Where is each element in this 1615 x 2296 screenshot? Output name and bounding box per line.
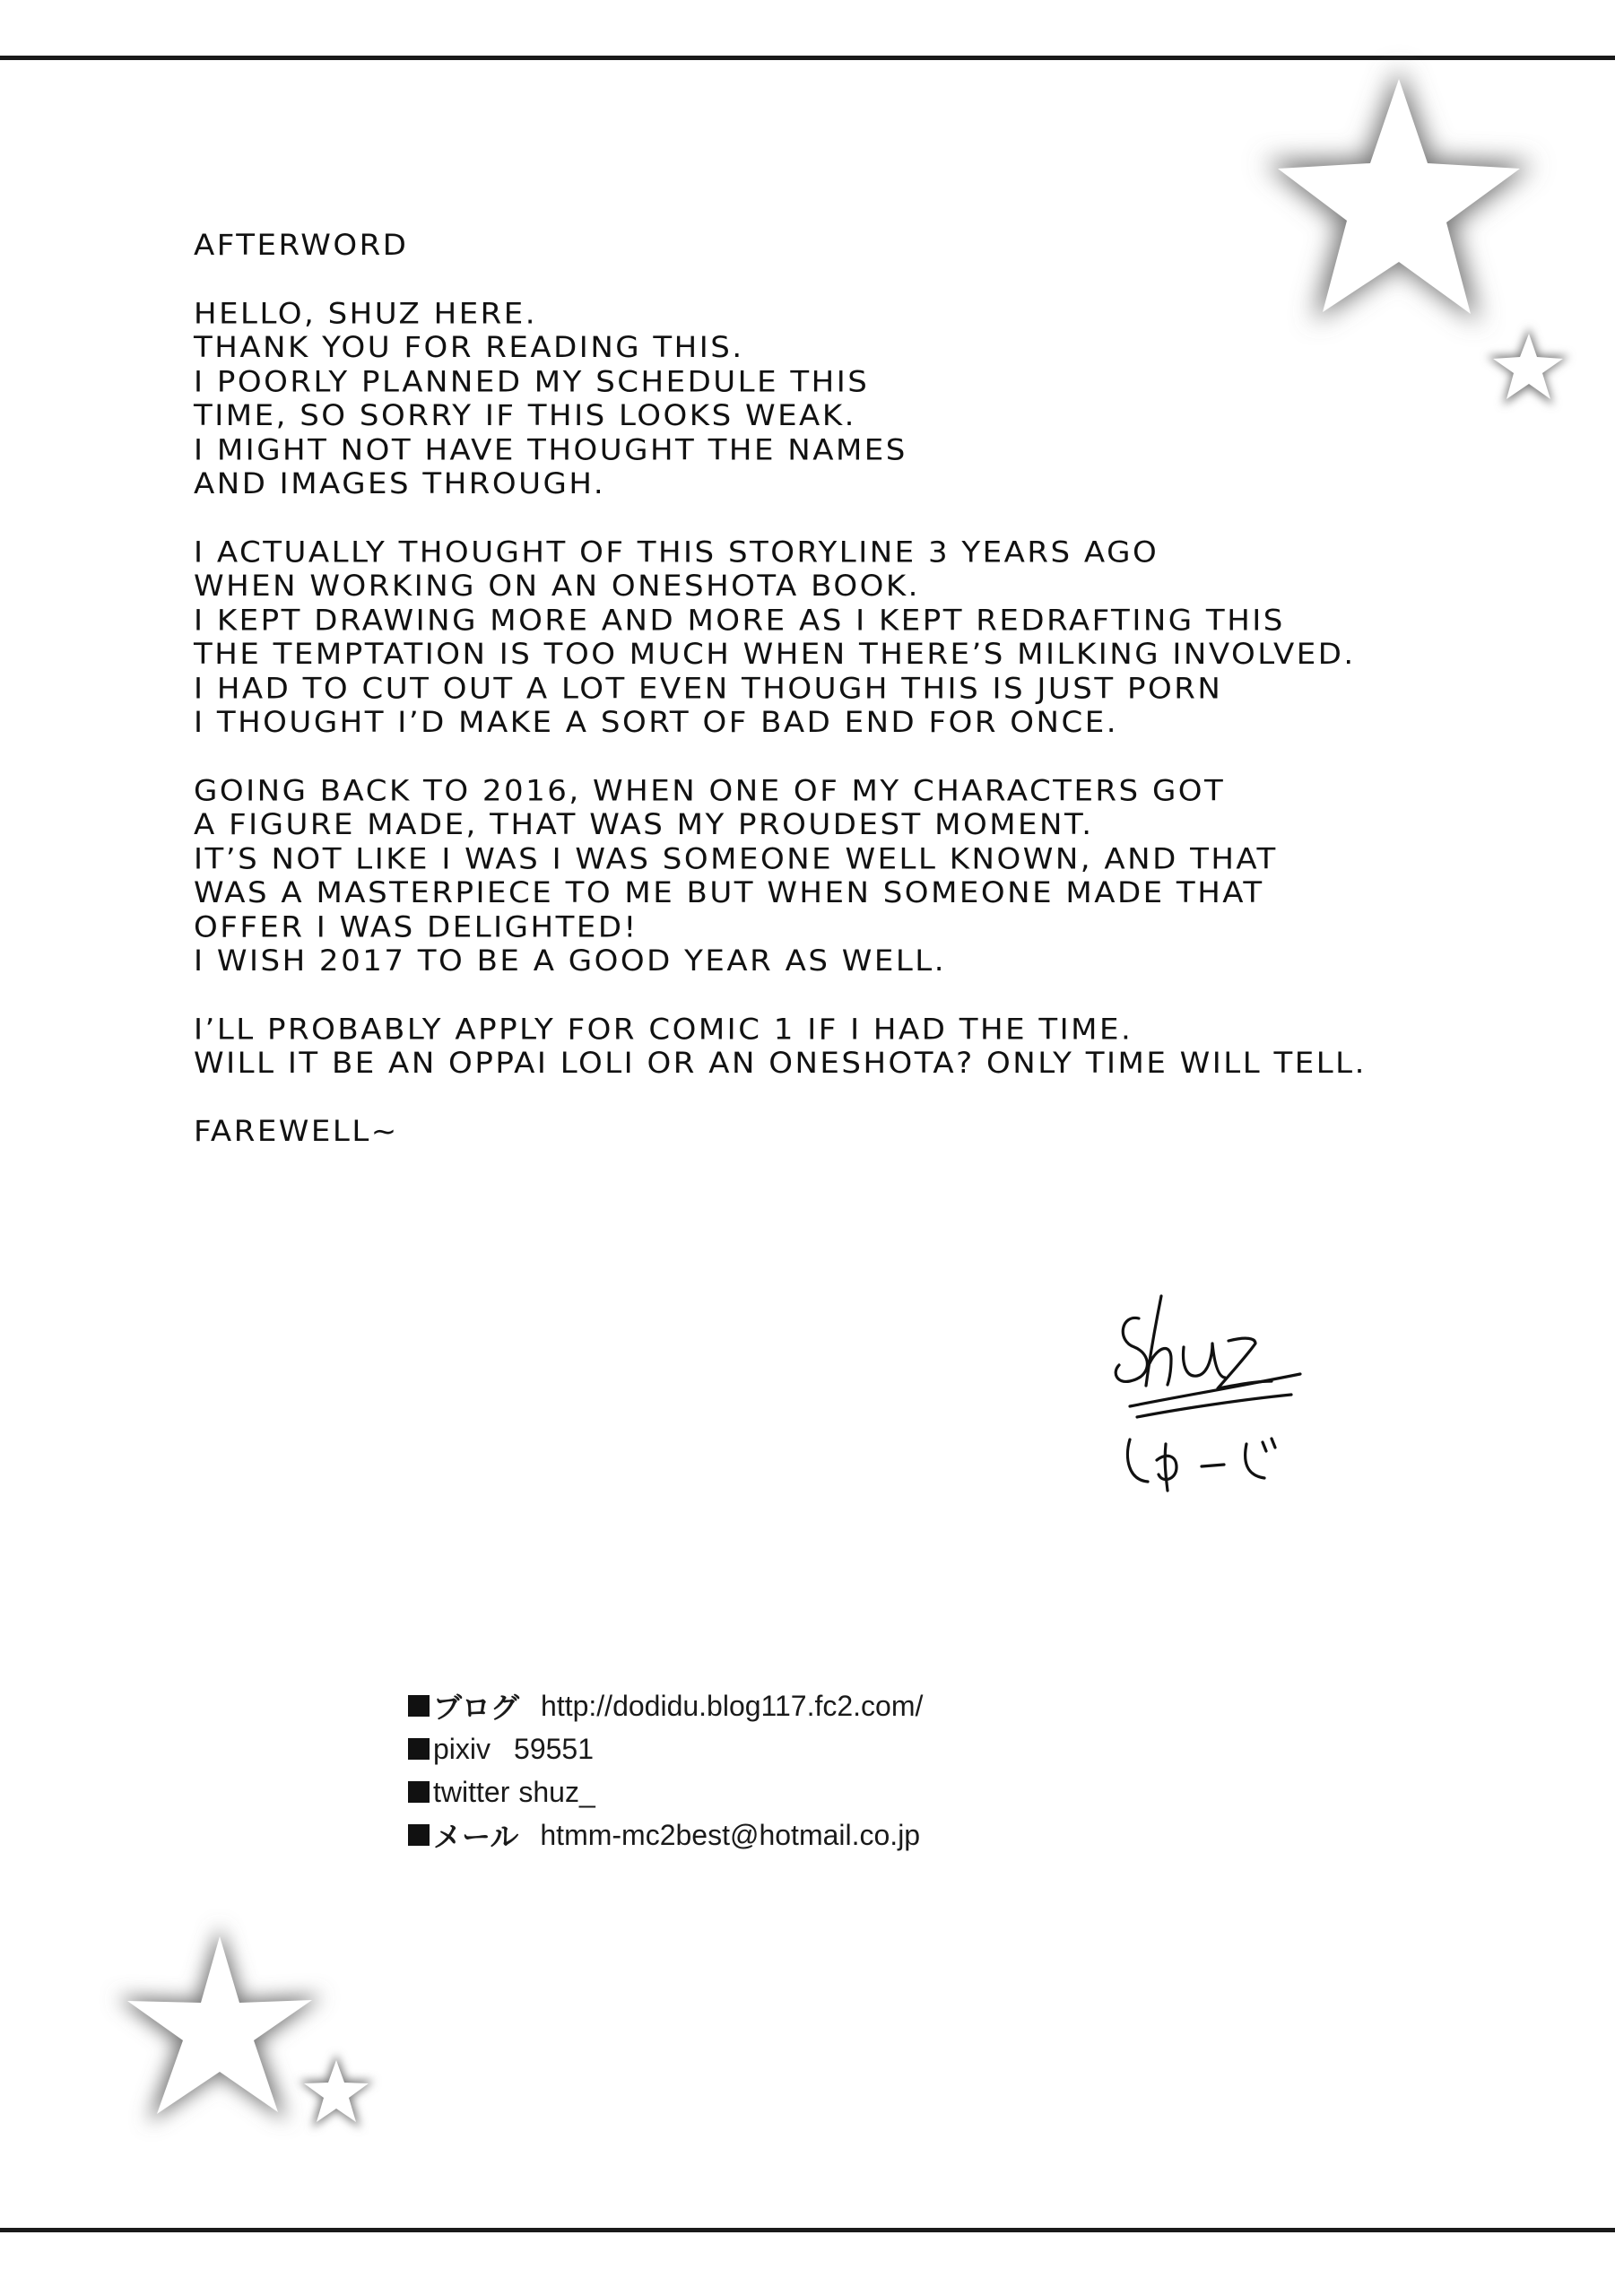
twitter-handle: shuz_: [518, 1775, 595, 1808]
contact-info: [408, 1684, 1215, 1857]
text-line: A FIGURE MADE, THAT WAS MY PROUDEST MOMENT.: [194, 807, 1094, 842]
text-line: AND IMAGES THROUGH.: [194, 467, 606, 501]
afterword-paragraph-3: [194, 774, 1485, 978]
text-line: THE TEMPTATION IS TOO MUCH WHEN THERE’S MILKING INVOLVED.: [194, 637, 1356, 672]
text-line: HELLO, SHUZ HERE.: [194, 296, 538, 331]
square-bullet-icon: [408, 1738, 430, 1760]
text-line: GOING BACK TO 2016, WHEN ONE OF MY CHARACTERS GOT: [194, 773, 1226, 808]
afterword-closing: FAREWELL~: [194, 1114, 399, 1149]
mail-address: htmm-mc2best@hotmail.co.jp: [540, 1818, 921, 1851]
text-line: WAS A MASTERPIECE TO ME BUT WHEN SOMEONE MADE THAT: [194, 875, 1264, 910]
contact-pixiv: [408, 1727, 1215, 1770]
text-line: I MIGHT NOT HAVE THOUGHT THE NAMES: [194, 432, 907, 467]
contact-twitter: [408, 1770, 1215, 1813]
text-line: I ACTUALLY THOUGHT OF THIS STORYLINE 3 YEARS AGO: [194, 535, 1159, 570]
text-line: I KEPT DRAWING MORE AND MORE AS I KEPT REDRAFTING THIS: [194, 603, 1285, 638]
blog-url: http://dodidu.blog117.fc2.com/: [541, 1689, 924, 1722]
text-line: I’LL PROBABLY APPLY FOR COMIC 1 IF I HAD THE TIME.: [194, 1012, 1133, 1047]
text-line: WILL IT BE AN OPPAI LOLI OR AN ONESHOTA? ONLY TIME WILL TELL.: [194, 1046, 1367, 1081]
afterword-paragraph-2: [194, 535, 1485, 740]
text-line: IT’S NOT LIKE I WAS I WAS SOMEONE WELL KNOWN, AND THAT: [194, 841, 1278, 876]
contact-mail: [408, 1813, 1215, 1857]
blog-label: ブログ: [433, 1691, 520, 1725]
star-icon: [291, 2049, 381, 2135]
afterword-paragraph-4: [194, 1013, 1485, 1081]
text-line: I HAD TO CUT OUT A LOT EVEN THOUGH THIS IS JUST PORN: [194, 671, 1223, 706]
text-line: TIME, SO SORRY IF THIS LOOKS WEAK.: [194, 398, 856, 433]
square-bullet-icon: [408, 1695, 430, 1717]
square-bullet-icon: [408, 1824, 430, 1846]
star-icon: [1480, 323, 1578, 413]
contact-blog: [408, 1684, 1215, 1727]
text-line: THANK YOU FOR READING THIS.: [194, 330, 744, 365]
twitter-label: twitter: [433, 1775, 510, 1808]
pixiv-id: 59551: [514, 1732, 594, 1765]
bottom-border-rule: [0, 2228, 1615, 2232]
text-line: OFFER I WAS DELIGHTED!: [194, 909, 638, 944]
square-bullet-icon: [408, 1781, 430, 1803]
signature: [1112, 1292, 1309, 1498]
text-line: I WISH 2017 TO BE A GOOD YEAR AS WELL.: [194, 944, 947, 978]
text-line: WHEN WORKING ON AN ONESHOTA BOOK.: [194, 569, 920, 604]
mail-label: メール: [433, 1820, 519, 1854]
afterword-title: AFTERWORD: [194, 229, 409, 263]
pixiv-label: pixiv: [433, 1732, 491, 1765]
text-line: I POORLY PLANNED MY SCHEDULE THIS: [194, 364, 870, 399]
afterword-paragraph-1: [194, 297, 1485, 501]
text-line: I THOUGHT I’D MAKE A SORT OF BAD END FOR ONCE.: [194, 706, 1119, 740]
afterword-text: [194, 229, 1485, 1243]
